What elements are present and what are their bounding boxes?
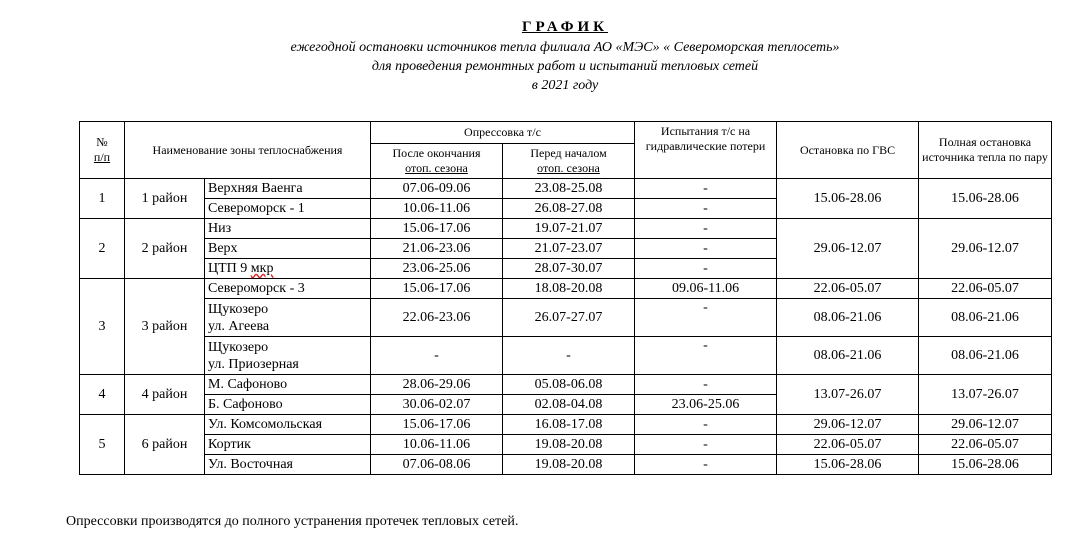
before-season: 23.08-25.08 <box>503 179 635 199</box>
header-before-line1: Перед началом <box>530 146 607 160</box>
full-stop: 15.06-28.06 <box>919 179 1052 219</box>
full-stop: 22.06-05.07 <box>919 279 1052 299</box>
table-row <box>80 337 1052 375</box>
before-season: 19.08-20.08 <box>503 455 635 475</box>
zone-name: Верх <box>205 239 371 259</box>
full-stop: 08.06-21.06 <box>919 299 1052 337</box>
gvs-stop: 08.06-21.06 <box>777 337 919 375</box>
zone-name-line2: ул. Приозерная <box>208 356 299 372</box>
zone-name: Низ <box>205 219 371 239</box>
header-before-line2: отоп. сезона <box>537 161 600 175</box>
zone-name: Североморск - 1 <box>205 199 371 219</box>
row-num: 5 <box>80 415 125 475</box>
gvs-stop: 29.06-12.07 <box>777 415 919 435</box>
zone-name-line1: Щукозеро <box>208 301 269 317</box>
table-row <box>80 415 1052 435</box>
after-season: 23.06-25.06 <box>371 259 503 279</box>
before-season: 19.07-21.07 <box>503 219 635 239</box>
hydraulic-test: 09.06-11.06 <box>635 279 777 299</box>
table-row <box>80 299 1052 337</box>
after-season: 07.06-08.06 <box>371 455 503 475</box>
subtitle-line-3: в 2021 году <box>531 78 599 93</box>
hydraulic-test: - <box>635 299 777 337</box>
zone-name-line1: Щукозеро <box>208 339 269 355</box>
table-row <box>80 455 1052 475</box>
before-season: 28.07-30.07 <box>503 259 635 279</box>
before-season: 16.08-17.08 <box>503 415 635 435</box>
footnote: Опрессовки производятся до полного устранения протечек тепловых сетей. <box>66 514 519 529</box>
district: 6 район <box>125 415 205 475</box>
hydraulic-test: - <box>635 259 777 279</box>
gvs-stop: 22.06-05.07 <box>777 435 919 455</box>
after-season: 10.06-11.06 <box>371 435 503 455</box>
before-season: 02.08-04.08 <box>503 395 635 415</box>
district: 2 район <box>125 219 205 279</box>
document-title: ГРАФИК <box>521 19 609 35</box>
header-pressure: Опрессовка т/с <box>371 122 635 144</box>
full-stop: 15.06-28.06 <box>919 455 1052 475</box>
table-row <box>80 179 1052 199</box>
before-season: 19.08-20.08 <box>503 435 635 455</box>
after-season: 10.06-11.06 <box>371 199 503 219</box>
before-season: 21.07-23.07 <box>503 239 635 259</box>
subtitle-line-1: ежегодной остановки источников тепла филиала АО «МЭС» « Североморская теплосеть» <box>290 40 840 55</box>
schedule-table <box>79 121 1052 475</box>
document-header <box>0 16 1088 95</box>
hydraulic-test: - <box>635 199 777 219</box>
district: 4 район <box>125 375 205 415</box>
zone-name: Б. Сафоново <box>205 395 371 415</box>
zone-name: М. Сафоново <box>205 375 371 395</box>
header-full: Полная остановка источника тепла по пару <box>919 122 1052 179</box>
before-season: 26.07-27.07 <box>503 299 635 337</box>
zone-name-line2: ул. Агеева <box>208 318 270 334</box>
after-season: 15.06-17.06 <box>371 219 503 239</box>
after-season: 22.06-23.06 <box>371 299 503 337</box>
after-season: 30.06-02.07 <box>371 395 503 415</box>
hydraulic-test: 23.06-25.06 <box>635 395 777 415</box>
header-num-line1: № <box>96 135 108 149</box>
header-after <box>371 144 503 179</box>
after-season: - <box>371 337 503 375</box>
header-zone: Наименование зоны теплоснабжения <box>125 122 371 179</box>
header-row <box>80 122 1052 144</box>
before-season: 05.08-06.08 <box>503 375 635 395</box>
hydraulic-test: - <box>635 415 777 435</box>
zone-name: Ул. Комсомольская <box>205 415 371 435</box>
zone-name <box>205 337 371 375</box>
header-num <box>80 122 125 179</box>
hydraulic-test: - <box>635 179 777 199</box>
hydraulic-test: - <box>635 239 777 259</box>
header-tests: Испытания т/с на гидравлические потери <box>635 122 777 179</box>
district: 3 район <box>125 279 205 375</box>
subtitle-line-2: для проведения ремонтных работ и испытаний тепловых сетей <box>371 59 759 74</box>
row-num: 1 <box>80 179 125 219</box>
zone-name <box>205 299 371 337</box>
row-num: 3 <box>80 279 125 375</box>
header-num-line2: п/п <box>93 150 111 164</box>
full-stop: 13.07-26.07 <box>919 375 1052 415</box>
table-row <box>80 279 1052 299</box>
before-season: - <box>503 337 635 375</box>
zone-name: Кортик <box>205 435 371 455</box>
gvs-stop: 15.06-28.06 <box>777 179 919 219</box>
full-stop: 08.06-21.06 <box>919 337 1052 375</box>
full-stop: 22.06-05.07 <box>919 435 1052 455</box>
header-before <box>503 144 635 179</box>
table-row <box>80 375 1052 395</box>
zone-name: Верхняя Ваенга <box>205 179 371 199</box>
district: 1 район <box>125 179 205 219</box>
gvs-stop: 29.06-12.07 <box>777 219 919 279</box>
zone-name: Североморск - 3 <box>205 279 371 299</box>
gvs-stop: 08.06-21.06 <box>777 299 919 337</box>
after-season: 15.06-17.06 <box>371 415 503 435</box>
after-season: 21.06-23.06 <box>371 239 503 259</box>
header-after-line2: отоп. сезона <box>405 161 468 175</box>
after-season: 28.06-29.06 <box>371 375 503 395</box>
header-after-line1: После окончания <box>392 146 481 160</box>
after-season: 07.06-09.06 <box>371 179 503 199</box>
zone-name-part-underlined: мкр <box>250 261 274 276</box>
table-row <box>80 435 1052 455</box>
before-season: 18.08-20.08 <box>503 279 635 299</box>
zone-name: Ул. Восточная <box>205 455 371 475</box>
table-row <box>80 219 1052 239</box>
after-season: 15.06-17.06 <box>371 279 503 299</box>
hydraulic-test: - <box>635 337 777 375</box>
gvs-stop: 22.06-05.07 <box>777 279 919 299</box>
gvs-stop: 13.07-26.07 <box>777 375 919 415</box>
zone-name <box>205 259 371 279</box>
full-stop: 29.06-12.07 <box>919 219 1052 279</box>
row-num: 4 <box>80 375 125 415</box>
header-gvs: Остановка по ГВС <box>777 122 919 179</box>
hydraulic-test: - <box>635 219 777 239</box>
row-num: 2 <box>80 219 125 279</box>
hydraulic-test: - <box>635 455 777 475</box>
zone-name-part: ЦТП 9 <box>208 261 251 276</box>
gvs-stop: 15.06-28.06 <box>777 455 919 475</box>
hydraulic-test: - <box>635 435 777 455</box>
before-season: 26.08-27.08 <box>503 199 635 219</box>
full-stop: 29.06-12.07 <box>919 415 1052 435</box>
hydraulic-test: - <box>635 375 777 395</box>
